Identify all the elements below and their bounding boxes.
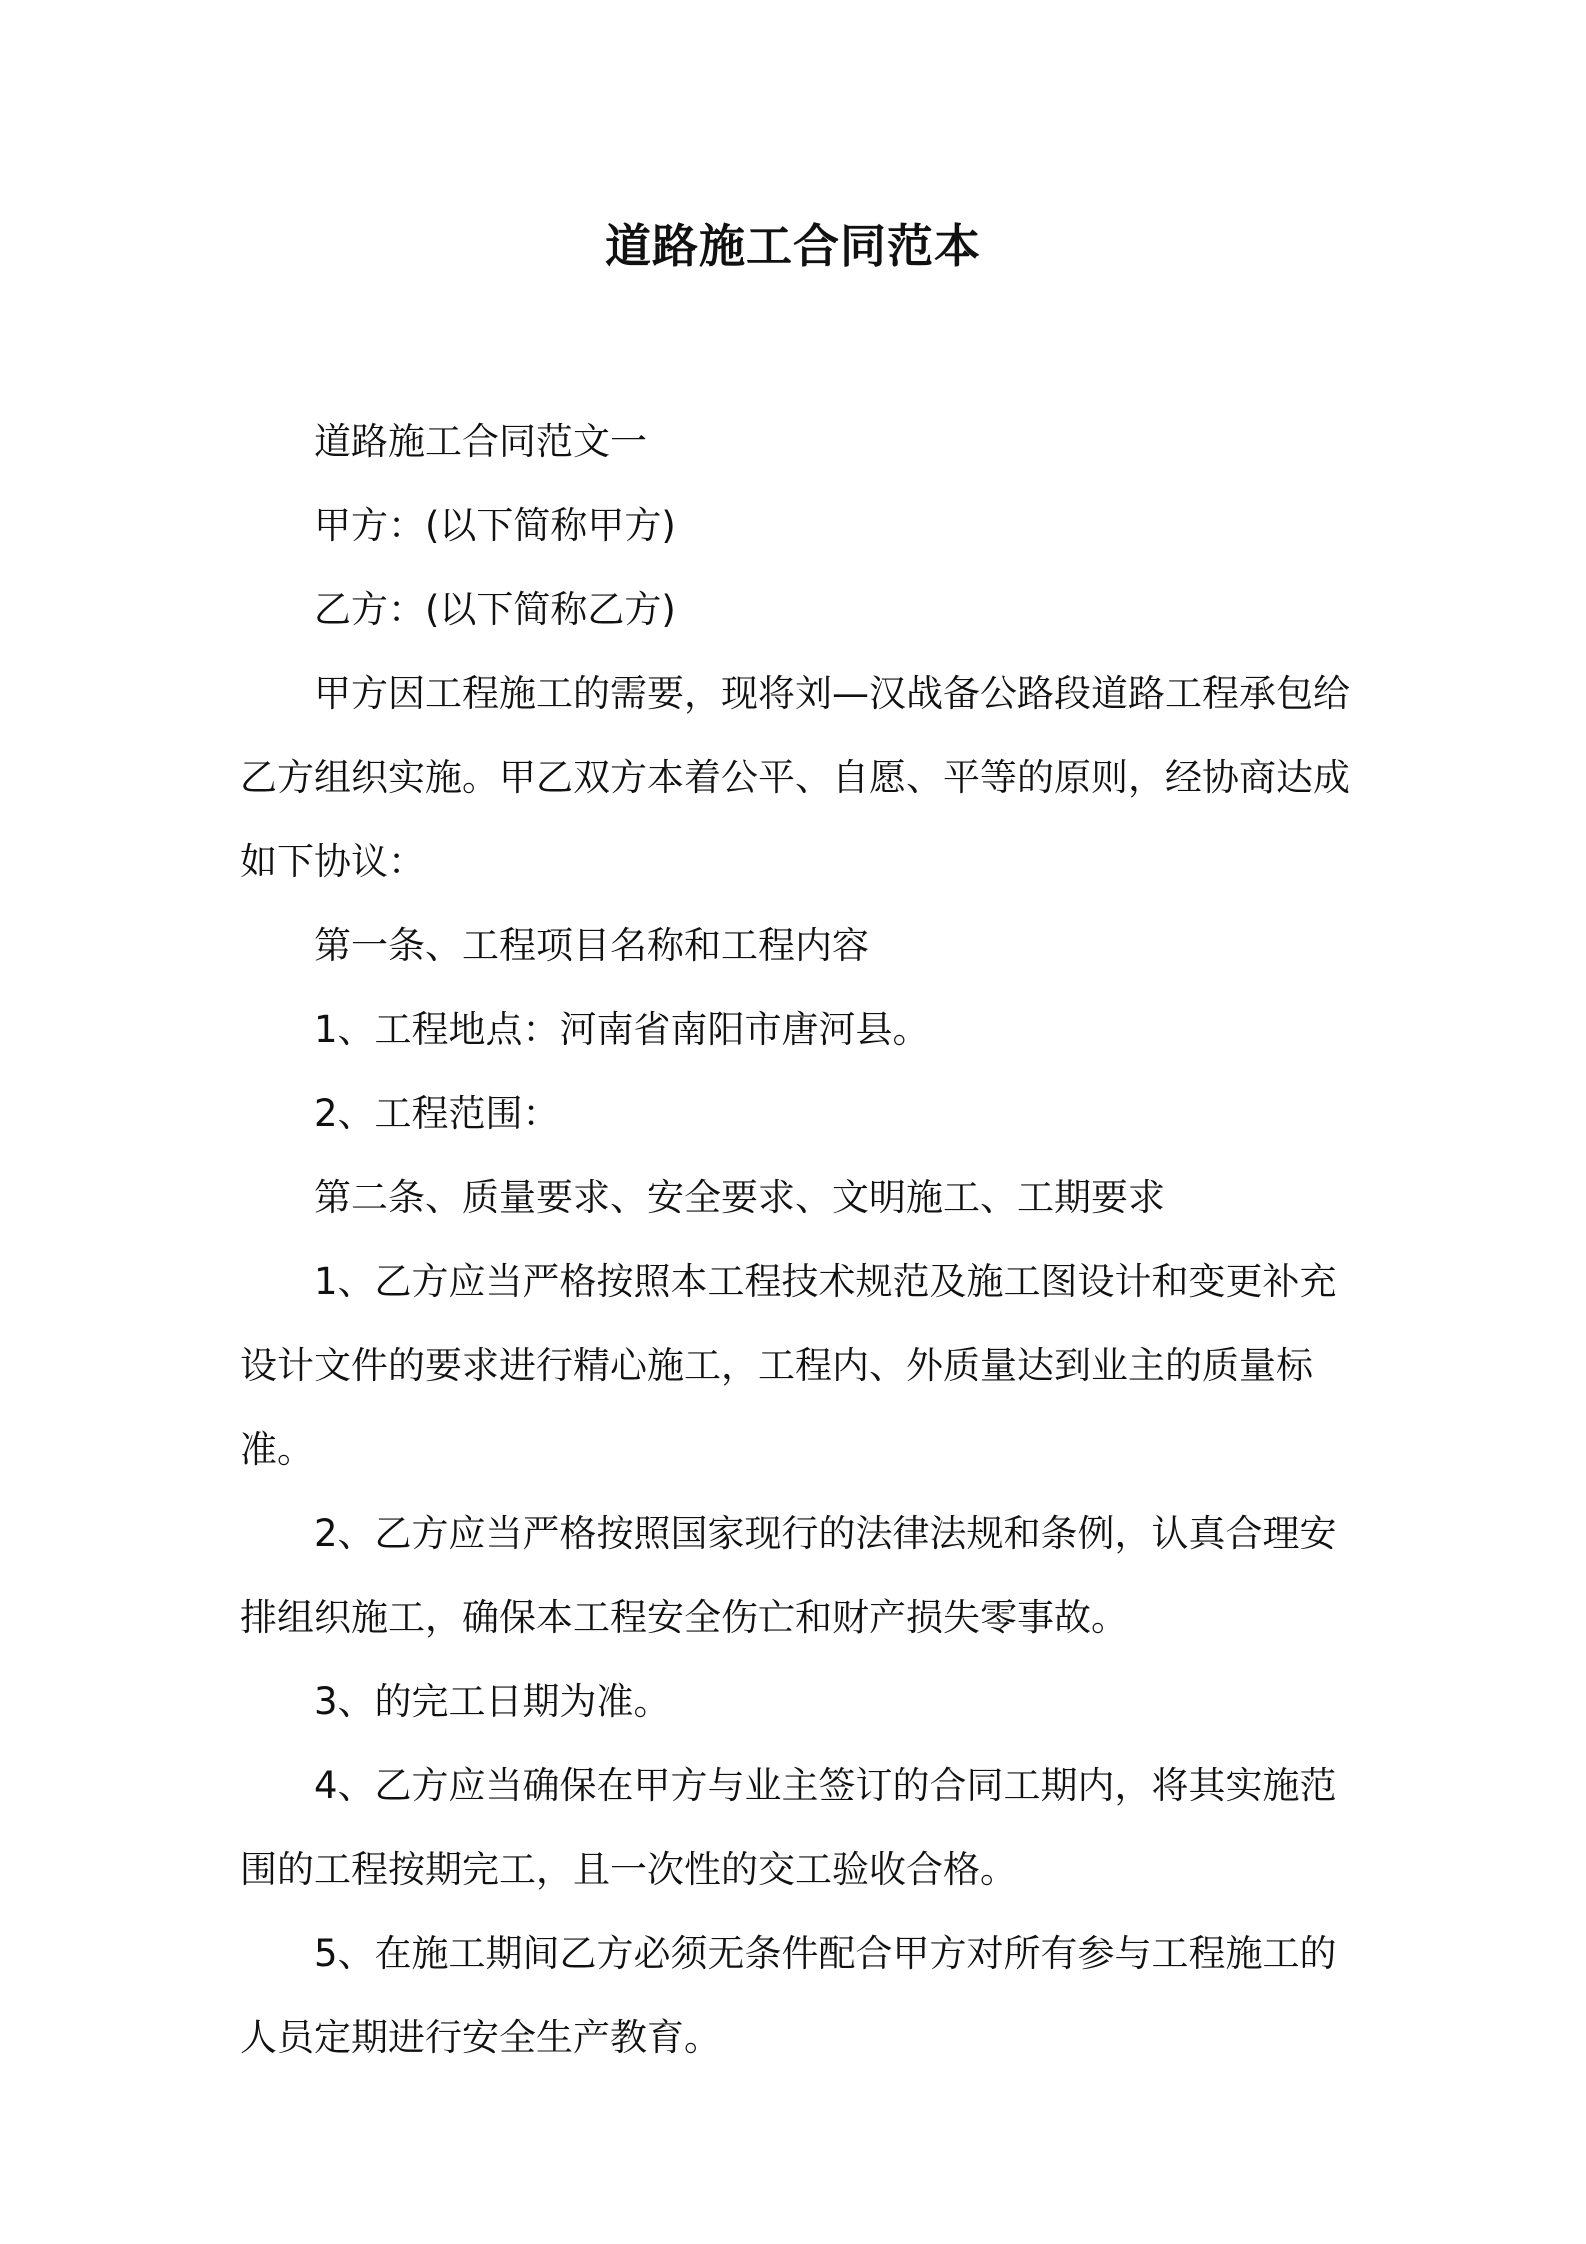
paragraph-item: 3、的完工日期为准。 bbox=[314, 1680, 671, 1723]
paragraph-item: 2、乙方应当严格按照国家现行的法律法规和条例，认真合理安排组织施工，确保本工程安全伤亡和财产损失零事故。 bbox=[240, 1512, 1337, 1639]
paragraph-item: 5、在施工期间乙方必须无条件配合甲方对所有参与工程施工的人员定期进行安全生产教育。 bbox=[240, 1932, 1337, 2059]
paragraph-item: 1、乙方应当严格按照本工程技术规范及施工图设计和变更补充设计文件的要求进行精心施工，工程内、外质量达到业主的质量标准。 bbox=[240, 1260, 1337, 1471]
paragraph-item: 1、工程地点：河南省南阳市唐河县。 bbox=[314, 1008, 930, 1051]
document-title: 道路施工合同范本 bbox=[605, 219, 981, 273]
document-body bbox=[240, 400, 1350, 2080]
paragraph-heading: 道路施工合同范文一 bbox=[314, 420, 647, 463]
paragraph-item: 2、工程范围： bbox=[314, 1092, 560, 1135]
paragraph-party-b: 乙方：(以下简称乙方) bbox=[314, 588, 676, 631]
paragraph-intro: 甲方因工程施工的需要，现将刘—汉战备公路段道路工程承包给乙方组织实施。甲乙双方本着公平、自愿、平等的原则，经协商达成如下协议： bbox=[240, 672, 1350, 883]
paragraph-party-a: 甲方：(以下简称甲方) bbox=[314, 504, 676, 547]
paragraph-item: 4、乙方应当确保在甲方与业主签订的合同工期内，将其实施范围的工程按期完工，且一次性的交工验收合格。 bbox=[240, 1764, 1337, 1891]
paragraph-article-1: 第一条、工程项目名称和工程内容 bbox=[314, 924, 869, 967]
paragraph-article-2: 第二条、质量要求、安全要求、文明施工、工期要求 bbox=[314, 1176, 1165, 1219]
